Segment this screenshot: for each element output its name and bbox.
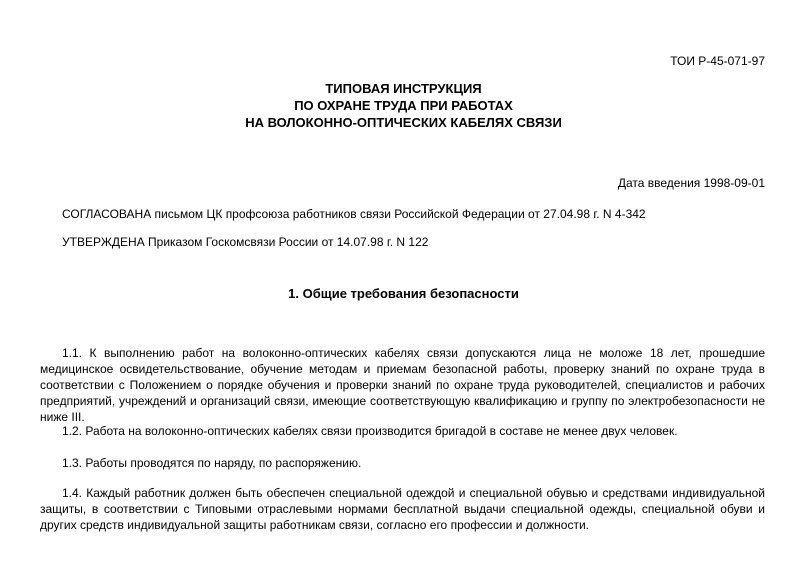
title-line-2: ПО ОХРАНЕ ТРУДА ПРИ РАБОТАХ (294, 98, 513, 113)
intro-date: Дата введения 1998-09-01 (617, 176, 765, 190)
agreed-by-line: СОГЛАСОВАНА письмом ЦК профсоюза работников связи Российской Федерации от 27.04.98 г. N 4-342 (62, 207, 646, 221)
section-heading: 1. Общие требования безопасности (288, 286, 519, 301)
document-title (0, 80, 807, 131)
title-line-1: ТИПОВАЯ ИНСТРУКЦИЯ (325, 81, 482, 96)
approved-by-line: УТВЕРЖДЕНА Приказом Госкомсвязи России от 14.07.98 г. N 122 (62, 235, 429, 249)
paragraph-1-3: 1.3. Работы проводятся по наряду, по распоряжению. (62, 456, 362, 470)
paragraph-1-1: 1.1. К выполнению работ на волоконно-оптических кабелях связи допускаются лица не моложе 18 лет, прошедшие медицинское освидетельствование, обучение методам и приемам безопасной работы, проверку знаний по охране труда в соответствии с Положением о порядке обучения и проверки знаний по охране труда руководителей, специалистов и рабочих предприятий, учреждений и организаций связи, имеющие соответствующую квалификацию и группу по электробезопасности не ниже III. (40, 346, 765, 424)
paragraph-1-4: 1.4. Каждый работник должен быть обеспечен специальной одеждой и специальной обувью и средствами индивидуальной защиты, в соответствии с Типовыми отраслевыми нормами бесплатной выдачи специальной одежды, специальной обуви и других средств индивидуальной защиты работникам связи, согласно его профессии и должности. (40, 486, 765, 532)
document-code: ТОИ Р-45-071-97 (670, 54, 765, 68)
title-line-3: НА ВОЛОКОННО-ОПТИЧЕСКИХ КАБЕЛЯХ СВЯЗИ (245, 115, 562, 130)
paragraph-1-2: 1.2. Работа на волоконно-оптических кабелях связи производится бригадой в составе не менее двух человек. (62, 424, 678, 438)
